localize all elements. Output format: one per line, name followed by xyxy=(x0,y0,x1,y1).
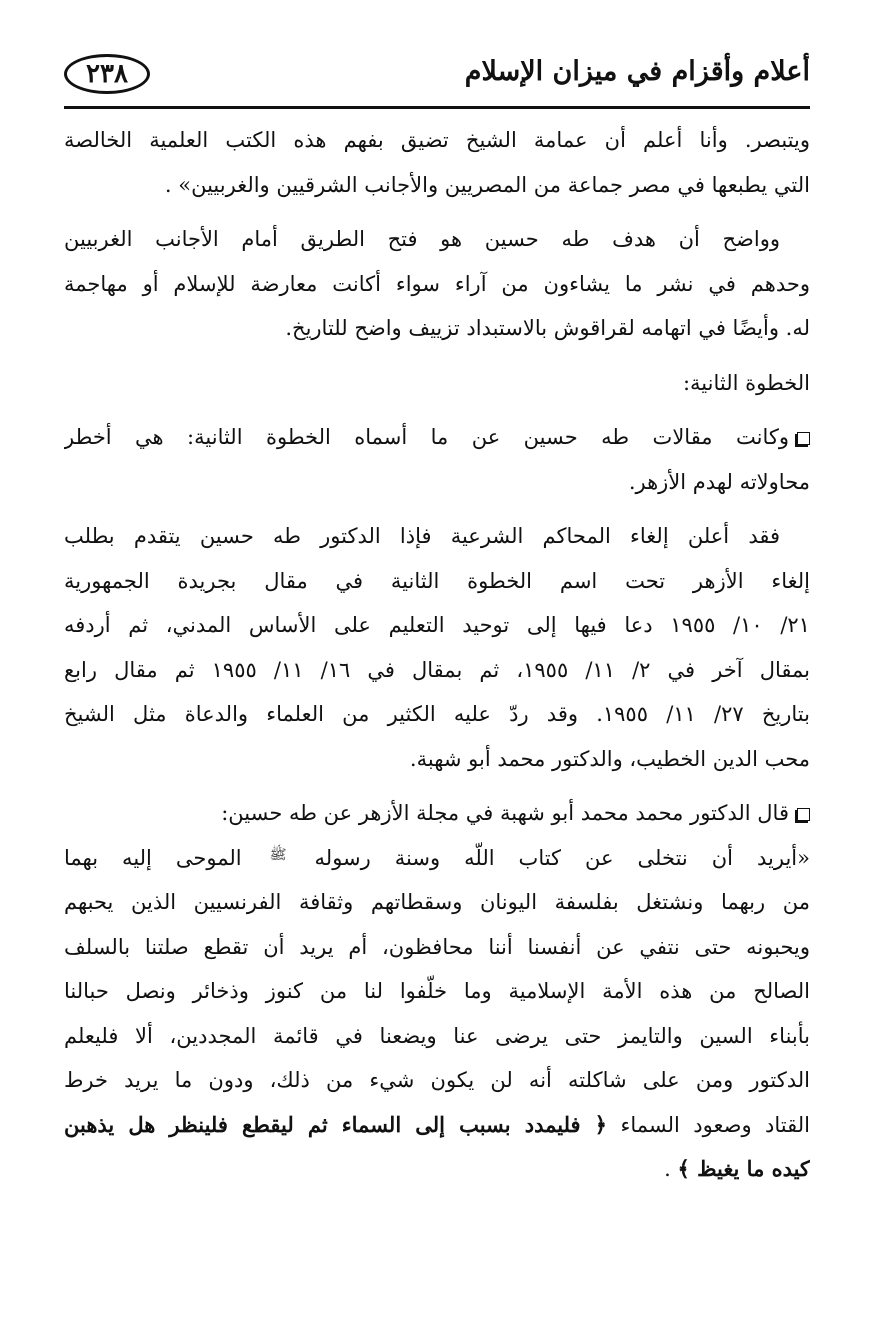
paragraph-4 xyxy=(64,514,810,781)
salawat-glyph: ﷺ xyxy=(269,846,287,863)
square-bullet-icon xyxy=(797,808,810,821)
text-line: وواضح أن هدف طه حسين هو فتح الطريق أمام الأجانب الغربيين xyxy=(64,227,780,251)
text-line: الدكتور ومن على شاكلته أنه لن يكون شيء من ذلك، ودون ما يريد خرط xyxy=(64,1068,810,1092)
text-span: الموحى إليه بهما xyxy=(64,845,242,870)
text-line: محب الدين الخطيب، والدكتور محمد أبو شهبة. xyxy=(409,746,810,771)
paragraph-1 xyxy=(64,118,810,207)
text-span: القتاد وصعود السماء xyxy=(620,1112,810,1137)
running-title: أعلام وأقزام في ميزان الإسلام xyxy=(464,56,810,87)
quran-quote: ﴿ فليمدد بسبب إلى السماء ثم ليقطع فلينظر هل يذهبن xyxy=(64,1111,607,1137)
spacer xyxy=(64,504,810,514)
text-line xyxy=(64,1147,810,1192)
text-span: قال الدكتور محمد محمد أبو شهبة في مجلة الأزهر عن طه حسين: xyxy=(221,801,789,825)
text-line: له. وأيضًا في اتهامه لقراقوش بالاستبداد تزييف واضح للتاريخ. xyxy=(285,316,810,340)
text-line xyxy=(64,836,810,881)
text-line: بأبناء السين والتايمز حتى يرضى عنا ويضعنا في قائمة المجددين، ألا فليعلم xyxy=(64,1023,810,1048)
spacer xyxy=(64,405,810,415)
page-number: ٢٣٨ xyxy=(64,54,150,94)
text-line: ويحبونه حتى نتفي عن أنفسنا أننا محافظون، أم يريد أن تقطع صلتنا بالسلف xyxy=(64,934,810,959)
text-line: التي يطبعها في مصر جماعة من المصريين والأجانب الشرقيين والغربيين» . xyxy=(164,172,810,197)
text-line xyxy=(64,1103,810,1148)
text-line: إلغاء الأزهر تحت اسم الخطوة الثانية في مقال بجريدة الجمهورية xyxy=(64,568,810,593)
spacer xyxy=(64,207,810,217)
page-header xyxy=(64,54,810,100)
text-line: من ربهما ونشتغل بفلسفة اليونان وسقطاتهم وثقافة الفرنسيين الذين يحبهم xyxy=(64,890,810,914)
text-line: ٢١/ ١٠/ ١٩٥٥ دعا فيها إلى توحيد التعليم على الأساس المدني، ثم أردفه xyxy=(64,613,810,637)
text-line: وحدهم في نشر ما يشاءون من آراء سواء أكانت معارضة للإسلام أو مهاجمة xyxy=(64,271,810,296)
text-line xyxy=(64,415,810,460)
text-line: محاولاته لهدم الأزهر. xyxy=(628,469,810,494)
text-line: بتاريخ ٢٧/ ١١/ ١٩٥٥. وقد ردّ عليه الكثير من العلماء والدعاة مثل الشيخ xyxy=(64,702,810,726)
text-line: ويتبصر. وأنا أعلم أن عمامة الشيخ تضيق بفهم هذه الكتب العلمية الخالصة xyxy=(64,128,810,152)
text-line: الصالح من هذه الأمة الإسلامية وما خلّفوا لنا من كنوز وذخائر ونصل حبالنا xyxy=(64,979,810,1003)
text-span: «أيريد أن نتخلى عن كتاب اللّه وسنة رسوله xyxy=(314,845,810,870)
quran-quote: كيده ما يغيظ ﴾ xyxy=(677,1156,810,1181)
section-heading xyxy=(64,361,810,406)
text-span: وكانت مقالات طه حسين عن ما أسماه الخطوة الثانية: هي أخطر xyxy=(64,425,789,449)
spacer xyxy=(64,351,810,361)
page-body xyxy=(64,118,810,1192)
square-bullet-icon xyxy=(797,432,810,445)
heading-text: الخطوة الثانية: xyxy=(682,370,810,395)
paragraph-5 xyxy=(64,791,810,836)
paragraph-2 xyxy=(64,217,810,351)
text-line: فقد أعلن إلغاء المحاكم الشرعية فإذا الدكتور طه حسين يتقدم بطلب xyxy=(64,524,780,548)
text-line: بمقال آخر في ٢/ ١١/ ١٩٥٥، ثم بمقال في ١٦/ ١١/ ١٩٥٥ ثم مقال رابع xyxy=(64,657,810,682)
text-line xyxy=(64,791,810,836)
paragraph-6-quote xyxy=(64,836,810,1192)
spacer xyxy=(64,781,810,791)
paragraph-3 xyxy=(64,415,810,504)
header-divider xyxy=(64,106,810,109)
text-span: . xyxy=(664,1157,671,1181)
